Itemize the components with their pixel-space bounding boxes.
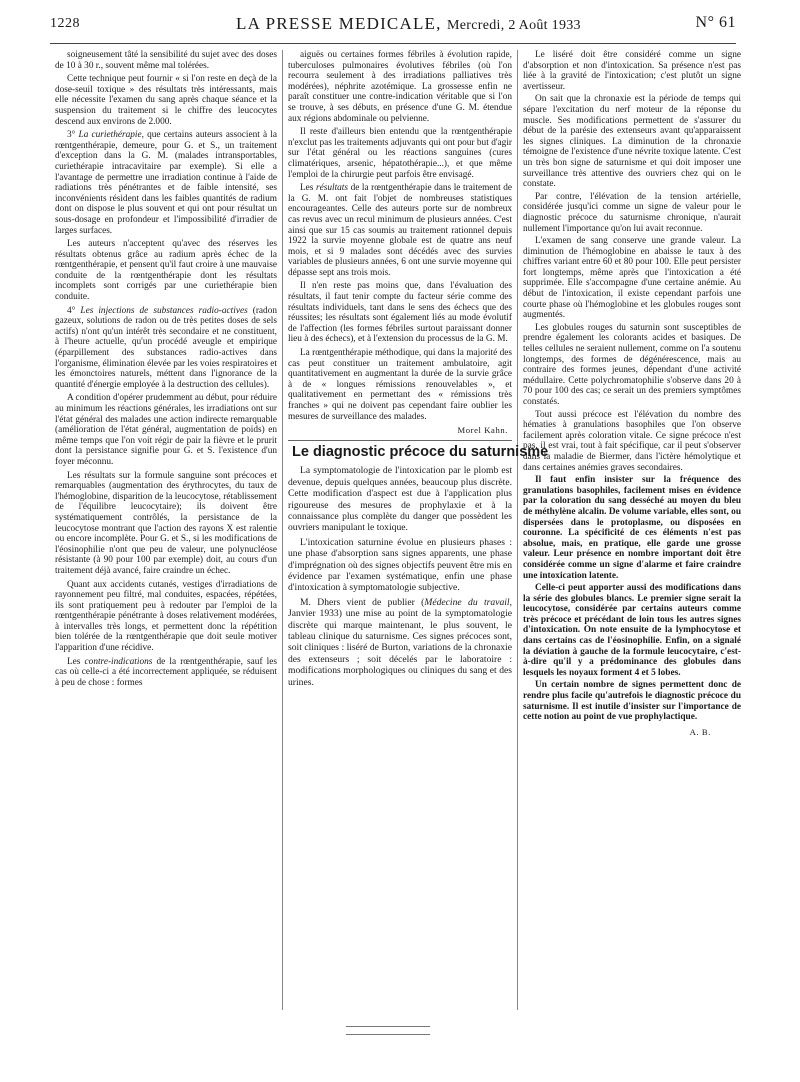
paragraph: Il n'en reste pas moins que, dans l'évaluation des résultats, il faut tenir compte du facteur série comme des résultats individuels, tant dans le sens des échecs que des réussites; les résultats sont également liés au mode évolutif de l'affection (les formes fébriles surtout paraissant donner lieu à des échecs), et à l'extension du processus de la G. M. [288, 281, 512, 345]
paragraph [288, 183, 512, 278]
para-lead: 4° [67, 305, 81, 316]
para-emphasis: résultats [315, 183, 349, 194]
paragraph: La rœntgenthérapie méthodique, qui dans la majorité des cas peut constituer un traitement ambulatoire, agit quantitativement en augmentant la durée de la survie grâce à de « longues rémissions renouvelables », et qualitativement en permettant des « rémissions très franches » qui ne doivent pas cependant faire oublier les mesures de surveillance des malades. [288, 348, 512, 422]
para-text: de la rœntgenthérapie dans le traitement de la G. M. ont fait l'objet de nombreuses statistiques encourageantes. Celle des auteurs porte sur de nombreux cas revus avec un recul minimum de plusieurs années. C'est ainsi que sur 15 cas soumis au traitement rationnel depuis 1922 la survie moyenne globale est de quatre ans neuf mois, et si 9 malades sont décédés avec des survies variables de plusieurs années, 6 ont une survie moyenne qui dépasse sept ans trois mois. [288, 183, 512, 278]
paragraph: On sait que la chronaxie est la période de temps qui sépare l'excitation du nerf moteur de la réponse du muscle. Ses modifications permettent de s'assurer du début de la parésie des extenseurs avant qu'apparaissent les signes cliniques. La diminution de la chronaxie témoigne de l'existence d'une névrite toxique latente. C'est un très bon signe de saturnisme et qui doit imposer une surveillance très attentive des ouvriers chez qui on le constate. [523, 94, 741, 190]
column-3 [523, 50, 741, 741]
para-lead: Les [67, 656, 85, 667]
column-1 [55, 50, 277, 691]
paragraph: La symptomatologie de l'intoxication par le plomb est devenue, depuis quelques années, beaucoup plus discrète. Cette modification d'aspect est due à l'application plus rigoureuse des mesures de prophylaxie et à la connaissance plus complète du danger que possèdent les ouvriers manipulant le toxique. [288, 465, 512, 534]
para-text: (radon gazeux, solutions de radon ou de très petites doses de sels actifs) n'ont qu'un intérêt très secondaire et ne constituent, à l'heure actuelle, qu'un procédé aveugle et empirique (éparpillement des substances radio-actives dans l'organisme, élimination élevée par les voies respiratoires et les émonctoires naturels, méttent dans l'ignorance de la quantité d'énergie employée à la destruction des cellules). [55, 305, 277, 390]
paragraph: A condition d'opérer prudemment au début, pour réduire au minimum les réactions générales, les irradiations ont sur l'état général des malades une action indirecte remarquable (amélioration de l'état général, augmentation de poids) en même temps que l'on voit régir de pair la fièvre et le prurit dont la persistance signifie pour G. et S. l'existence d'un foyer méconnu. [55, 393, 277, 467]
paragraph: Cette technique peut fournir « si l'on reste en deçà de la dose-seuil toxique » des résultats très intéressants, mais elle nécessite l'examen du sang après chaque séance et la suspension du traitement si le chiffre des leucocytes descend aux environs de 2.000. [55, 74, 277, 127]
paragraph: L'intoxication saturnine évolue en plusieurs phases : une phase d'absorption sans signes apparents, une phase d'imprégnation où des signes objectifs peuvent être mis en évidence par l'examen systématique, enfin une phase d'intoxication à symptomatologie subjective. [288, 536, 512, 594]
paragraph: Il reste d'ailleurs bien entendu que la rœntgenthérapie n'exclut pas les traitements adjuvants qui ont pour but d'agir sur l'état général ou les réactions sanguines (cures climatériques, arsenic, hépatothérapie...), et que même l'emploi de la chirurgie peut parfois être envisagé. [288, 127, 512, 180]
para-emphasis: contre-indications [84, 656, 153, 667]
column-2 [288, 50, 549, 691]
author-signature: Morel Kahn. [457, 425, 508, 436]
paragraph: Il faut enfin insister sur la fréquence des granulations basophiles, facilement mises en évidence par la coloration du sang desséché au moyen du bleu de méthylène alcalin. De volume variable, elles sont, ou dispersées dans le protoplasme, ou disposées en couronne. La spécificité de ces éléments n'est pas absolue, mais, en pratique, elle garde une grosse valeur. Leur présence en nombre important doit être considérée comme un signe d'alarme et faire craindre une intoxication latente. [523, 475, 741, 581]
paragraph: aiguës ou certaines formes fébriles à évolution rapide, tuberculoses pulmonaires évolutives fébriles (où l'on recourra seulement à des irradiations palliatives très modérées), néphrite azotémique. La grossesse enfin ne paraît constituer une contre-indication véritable que si l'on se trouve, à ses débuts, en présence d'une G. M. étendue aux régions abdominale ou pelvienne. [288, 50, 512, 124]
page-header [50, 14, 736, 36]
para-lead: M. Dhers vient de publier ( [300, 596, 425, 608]
header-rule [50, 43, 736, 44]
journal-title [236, 14, 581, 34]
paragraph [55, 306, 277, 391]
para-text: , Janvier 1933) une mise au point de la symptomatologie discrète qui marque maintenant, le plus souvent, le tableau clinique du saturnisme. Ces signes précoces sont, soit cliniques : liséré de Burton, variations de la chronaxie des extenseurs ; soit décelés par le laboratoire : modifications morphologiques ou cliniques du sang et des urines. [288, 596, 512, 688]
article-separator [288, 440, 512, 441]
paragraph: Un certain nombre de signes permettent donc de rendre plus facile qu'autrefois le diagnostic précoce du saturnisme. Il est inutile d'insister sur l'importance de cette notion au point de vue prophylactique. [523, 680, 741, 723]
paragraph: Les globules rouges du saturnin sont susceptibles de prendre également les colorants acides et basiques. De telles cellules ne seraient nullement, comme on l'a soutenu longtemps, des formes de dégénérescence, mais au contraire des formes jeunes, dépendant d'une activité médullaire. Cette polychromatophilie s'observe dans 20 à 70 pour 100 des cas; ce serait un des premiers symptômes constatés. [523, 322, 741, 407]
paragraph [55, 130, 277, 236]
para-emphasis: La curiethérapie [78, 130, 142, 141]
para-lead: 3° [67, 130, 79, 141]
para-text: de la rœntgenthérapie, sauf les cas où celle-ci a été incorrectement appliquée, se réduisent à peu de chose : formes [55, 656, 277, 688]
journal-name: LA PRESSE MEDICALE, [236, 14, 442, 33]
para-emphasis: Les injections de substances radio-actives [80, 305, 248, 316]
issue-number: N° 61 [695, 14, 736, 31]
paragraph: Le liséré doit être considéré comme un signe d'absorption et non d'intoxication. Sa présence n'est pas liée à la gravité de l'intoxication; c'est plutôt un signe avertisseur. [523, 50, 741, 92]
paragraph: Celle-ci peut apporter aussi des modifications dans la série des globules blancs. Le premier signe serait la leucocytose, considérée par certains auteurs comme très précoce et précédant de loin tous les autres signes d'intoxication. On note ensuite de la lymphocytose et dans certains cas de l'éosinophilie. Enfin, on a signalé la déviation à gauche de la formule leucocytaire, c'est-à-dire qu'il y a prédominance des globules dans lesquels les noyaux forment 4 et 5 lobes. [523, 583, 741, 678]
page-number: 1228 [50, 16, 80, 31]
column-divider [517, 50, 518, 1010]
article-title: Le diagnostic précoce du saturnisme [292, 443, 549, 460]
para-text: , que certains auteurs associent à la rœntgenthérapie, demeure, pour G. et S., un traitement d'exception dans la G. M. (malades intransportables, curiethérapie intracavitaire par exemple). Si elle a l'avantage de permettre une irradiation continue à l'aide de radiations très pénétrantes et de faible intensité, ses inconvénients résident dans les faibles quantités de radium dont on dispose le plus souvent et qui ont pour résultat un sous-dosage en profondeur et l'impossibilité d'irradier de larges surfaces. [55, 130, 277, 236]
author-signature: A. B. [689, 726, 711, 737]
article-body [288, 465, 512, 688]
paragraph: Quant aux accidents cutanés, vestiges d'irradiations de rayonnement peu filtré, mal conduites, espacées, répétées, ils sont pratiquement peu à redouter par l'emploi de la rœntgenthérapie pénétrante à doses relativement modérées, à intervalles très longs, et permettent donc la répétition bien tolérée de la rœntgenthérapie que doit seule motiver l'apparition d'une récidive. [55, 579, 277, 654]
paragraph: Les résultats sur la formule sanguine sont précoces et remarquables (augmentation des érythrocytes, du taux de l'hémoglobine, disparition de la leucocytose, rétablissement de l'équilibre leucocytaire); ils doivent être systématiquement contrôlés, la persistance de la leucocytose montrant que l'action des rayons X est ralentie ou encore incomplète. Pour G. et S., si les modifications de l'éosinophilie n'ont que peu de valeur, une polynucléose résistante (à 90 pour 100 par exemple) doit, au cours d'un traitement déjà avancé, faire craindre un échec. [55, 470, 277, 576]
paragraph: L'examen de sang conserve une grande valeur. La diminution de l'hémoglobine en abaisse le taux à des chiffres variant entre 60 et 80 pour 100. Elle peut persister fort longtemps, même après que l'intoxication a été supprimée. Elle s'accompagne d'une certaine anémie. Au début de l'intoxication, il existe cependant parfois une courte phase où l'hémoglobine et les globules rouges sont augmentés. [523, 236, 741, 321]
paragraph [288, 597, 512, 688]
para-lead: Les [300, 183, 316, 194]
paragraph: soigneusement tâté la sensibilité du sujet avec des doses de 10 à 30 r., souvent même mal tolérées. [55, 50, 277, 71]
issue-date: Mercredi, 2 Août 1933 [447, 18, 581, 33]
para-emphasis: Médecine du travail [424, 596, 510, 608]
bottom-rule [346, 1034, 430, 1035]
paragraph [55, 657, 277, 689]
paragraph: Par contre, l'élévation de la tension artérielle, considérée jusqu'ici comme un signe de valeur pour le diagnostic précoce du saturnisme chronique, n'aurait nullement l'importance qu'on lui avait reconnue. [523, 191, 741, 234]
paragraph: Les auteurs n'acceptent qu'avec des réserves les résultats obtenus grâce au radium après échec de la rœntgenthérapie, et pensent qu'il faut croire à une mauvaise conduite de la rœntgenthérapie dont les résultats incomplets sont corrigés par une curiethérapie bien conduite. [55, 239, 277, 303]
column-divider [282, 50, 283, 1010]
bottom-rule [346, 1026, 430, 1027]
paragraph: Tout aussi précoce est l'élévation du nombre des hématies à granulations basophiles que l'on observe facilement après coloration vitale. Ce signe précoce n'est pas, il est vrai, tout à fait spécifique, car il peut s'observer dans la maladie de Biermer, dans l'ictère hémolytique et dans certaines anémies graves secondaires. [523, 409, 741, 473]
